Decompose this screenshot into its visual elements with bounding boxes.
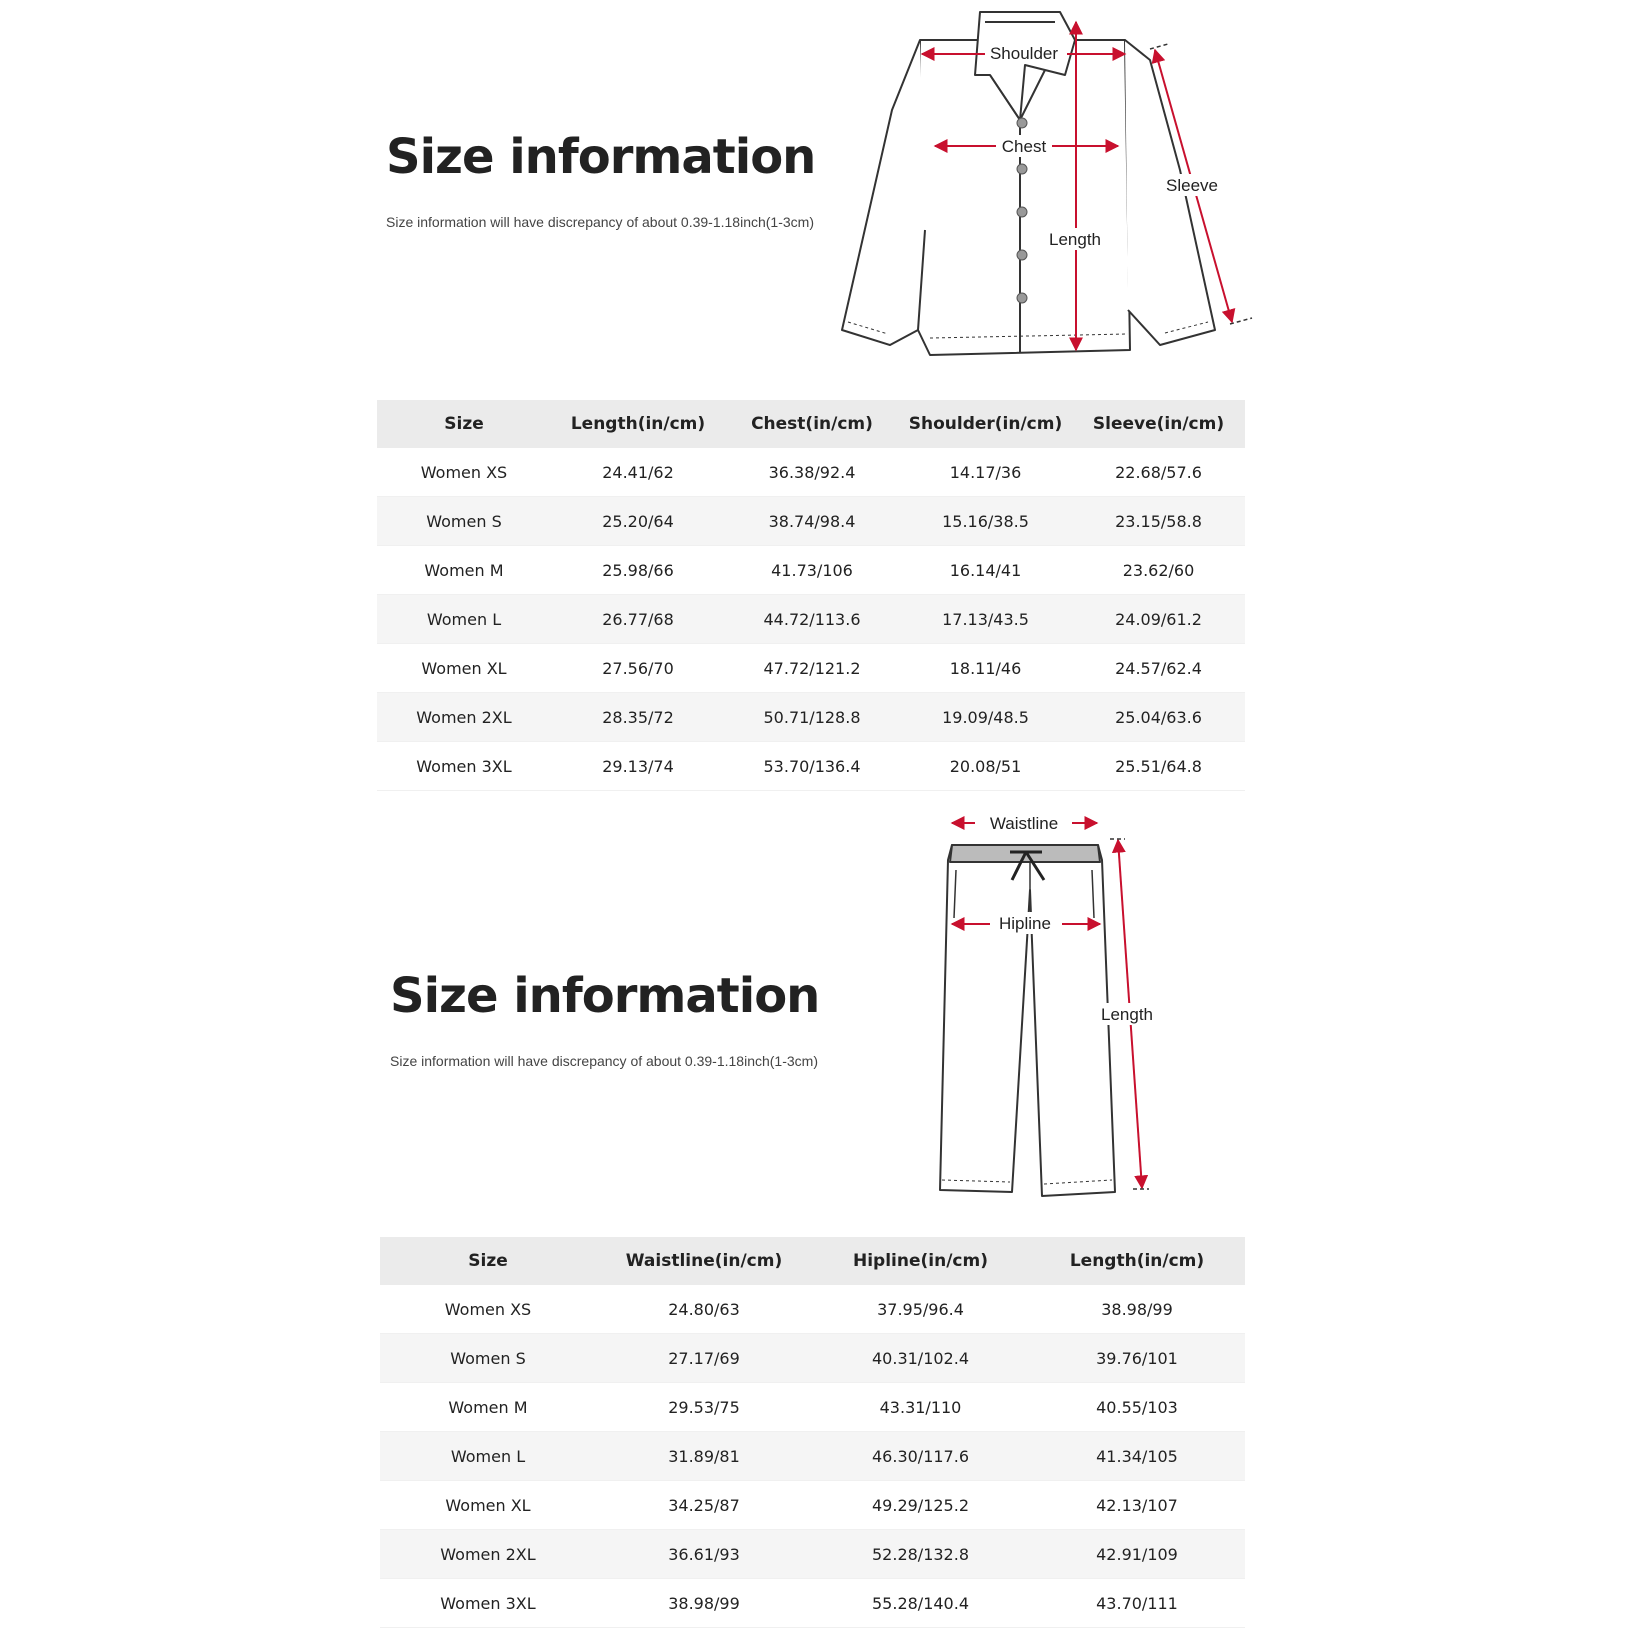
hipline-cell: 43.31/110 — [812, 1383, 1029, 1432]
sleeve-cell: 23.15/58.8 — [1072, 497, 1245, 546]
waistline-label: Waistline — [989, 814, 1059, 833]
pants-outline — [940, 845, 1115, 1196]
waistline-cell: 31.89/81 — [596, 1432, 812, 1481]
length-label: Length — [1049, 230, 1101, 249]
sleeve-cell: 24.57/62.4 — [1072, 644, 1245, 693]
header-shoulder: Shoulder(in/cm) — [899, 400, 1072, 448]
size-cell: Women 2XL — [377, 693, 551, 742]
chest-cell: 50.71/128.8 — [725, 693, 899, 742]
length-cell: 42.91/109 — [1029, 1530, 1245, 1579]
length-cell: 29.13/74 — [551, 742, 725, 791]
pants-size-title: Size information — [390, 968, 820, 1024]
header-size: Size — [380, 1237, 596, 1285]
length-cell: 25.20/64 — [551, 497, 725, 546]
table-row — [377, 644, 1245, 693]
header-length: Length(in/cm) — [551, 400, 725, 448]
header-waistline: Waistline(in/cm) — [596, 1237, 812, 1285]
size-cell: Women 3XL — [377, 742, 551, 791]
size-cell: Women L — [380, 1432, 596, 1481]
waistline-cell: 34.25/87 — [596, 1481, 812, 1530]
shoulder-cell: 15.16/38.5 — [899, 497, 1072, 546]
chest-cell: 53.70/136.4 — [725, 742, 899, 791]
hipline-cell: 46.30/117.6 — [812, 1432, 1029, 1481]
length-cell: 38.98/99 — [1029, 1285, 1245, 1334]
size-cell: Women XL — [377, 644, 551, 693]
hipline-cell: 40.31/102.4 — [812, 1334, 1029, 1383]
sleeve-cell: 25.51/64.8 — [1072, 742, 1245, 791]
size-cell: Women XS — [377, 448, 551, 497]
table-header-row — [380, 1237, 1245, 1285]
waistline-cell: 27.17/69 — [596, 1334, 812, 1383]
shoulder-cell: 16.14/41 — [899, 546, 1072, 595]
shoulder-cell: 18.11/46 — [899, 644, 1072, 693]
table-row — [380, 1432, 1245, 1481]
sleeve-cell: 23.62/60 — [1072, 546, 1245, 595]
chest-cell: 47.72/121.2 — [725, 644, 899, 693]
shirt-diagram — [830, 0, 1270, 370]
length-cell: 43.70/111 — [1029, 1579, 1245, 1628]
table-row — [377, 595, 1245, 644]
shoulder-cell: 20.08/51 — [899, 742, 1072, 791]
size-cell: Women 3XL — [380, 1579, 596, 1628]
length-cell: 41.34/105 — [1029, 1432, 1245, 1481]
size-cell: Women XS — [380, 1285, 596, 1334]
header-length: Length(in/cm) — [1029, 1237, 1245, 1285]
shoulder-cell: 19.09/48.5 — [899, 693, 1072, 742]
shirt-size-note: Size information will have discrepancy of about 0.39-1.18inch(1-3cm) — [386, 214, 814, 230]
chest-cell: 38.74/98.4 — [725, 497, 899, 546]
table-row — [380, 1285, 1245, 1334]
size-cell: Women M — [380, 1383, 596, 1432]
hipline-cell: 55.28/140.4 — [812, 1579, 1029, 1628]
length-cell: 40.55/103 — [1029, 1383, 1245, 1432]
chest-cell: 44.72/113.6 — [725, 595, 899, 644]
table-row — [380, 1530, 1245, 1579]
shoulder-label: Shoulder — [989, 44, 1059, 63]
hipline-cell: 37.95/96.4 — [812, 1285, 1029, 1334]
pants-length-label: Length — [1101, 1005, 1153, 1024]
waistline-cell: 38.98/99 — [596, 1579, 812, 1628]
table-row — [380, 1579, 1245, 1628]
table-header-row — [377, 400, 1245, 448]
length-cell: 26.77/68 — [551, 595, 725, 644]
size-cell: Women 2XL — [380, 1530, 596, 1579]
size-cell: Women S — [380, 1334, 596, 1383]
pants-size-table — [380, 1237, 1245, 1628]
chest-cell: 36.38/92.4 — [725, 448, 899, 497]
length-cell: 24.41/62 — [551, 448, 725, 497]
pants-size-note: Size information will have discrepancy of about 0.39-1.18inch(1-3cm) — [390, 1053, 818, 1069]
sleeve-cell: 25.04/63.6 — [1072, 693, 1245, 742]
size-cell: Women XL — [380, 1481, 596, 1530]
table-row — [377, 448, 1245, 497]
table-row — [377, 742, 1245, 791]
shoulder-cell: 17.13/43.5 — [899, 595, 1072, 644]
waistline-cell: 36.61/93 — [596, 1530, 812, 1579]
length-cell: 25.98/66 — [551, 546, 725, 595]
length-cell: 39.76/101 — [1029, 1334, 1245, 1383]
hipline-label: Hipline — [999, 914, 1051, 933]
length-cell: 42.13/107 — [1029, 1481, 1245, 1530]
hipline-cell: 49.29/125.2 — [812, 1481, 1029, 1530]
chest-cell: 41.73/106 — [725, 546, 899, 595]
hipline-cell: 52.28/132.8 — [812, 1530, 1029, 1579]
shirt-size-title: Size information — [386, 129, 816, 185]
table-row — [377, 693, 1245, 742]
chest-label: Chest — [1001, 137, 1047, 156]
size-cell: Women M — [377, 546, 551, 595]
table-row — [380, 1481, 1245, 1530]
table-row — [380, 1334, 1245, 1383]
sleeve-cell: 22.68/57.6 — [1072, 448, 1245, 497]
waistline-cell: 29.53/75 — [596, 1383, 812, 1432]
shirt-size-table — [377, 400, 1245, 791]
size-cell: Women S — [377, 497, 551, 546]
table-row — [380, 1383, 1245, 1432]
waistline-cell: 24.80/63 — [596, 1285, 812, 1334]
length-cell: 27.56/70 — [551, 644, 725, 693]
table-row — [377, 497, 1245, 546]
header-hipline: Hipline(in/cm) — [812, 1237, 1029, 1285]
length-cell: 28.35/72 — [551, 693, 725, 742]
header-size: Size — [377, 400, 551, 448]
shoulder-cell: 14.17/36 — [899, 448, 1072, 497]
header-sleeve: Sleeve(in/cm) — [1072, 400, 1245, 448]
pants-diagram — [920, 800, 1180, 1210]
sleeve-cell: 24.09/61.2 — [1072, 595, 1245, 644]
header-chest: Chest(in/cm) — [725, 400, 899, 448]
table-row — [377, 546, 1245, 595]
size-cell: Women L — [377, 595, 551, 644]
sleeve-label: Sleeve — [1166, 176, 1218, 195]
